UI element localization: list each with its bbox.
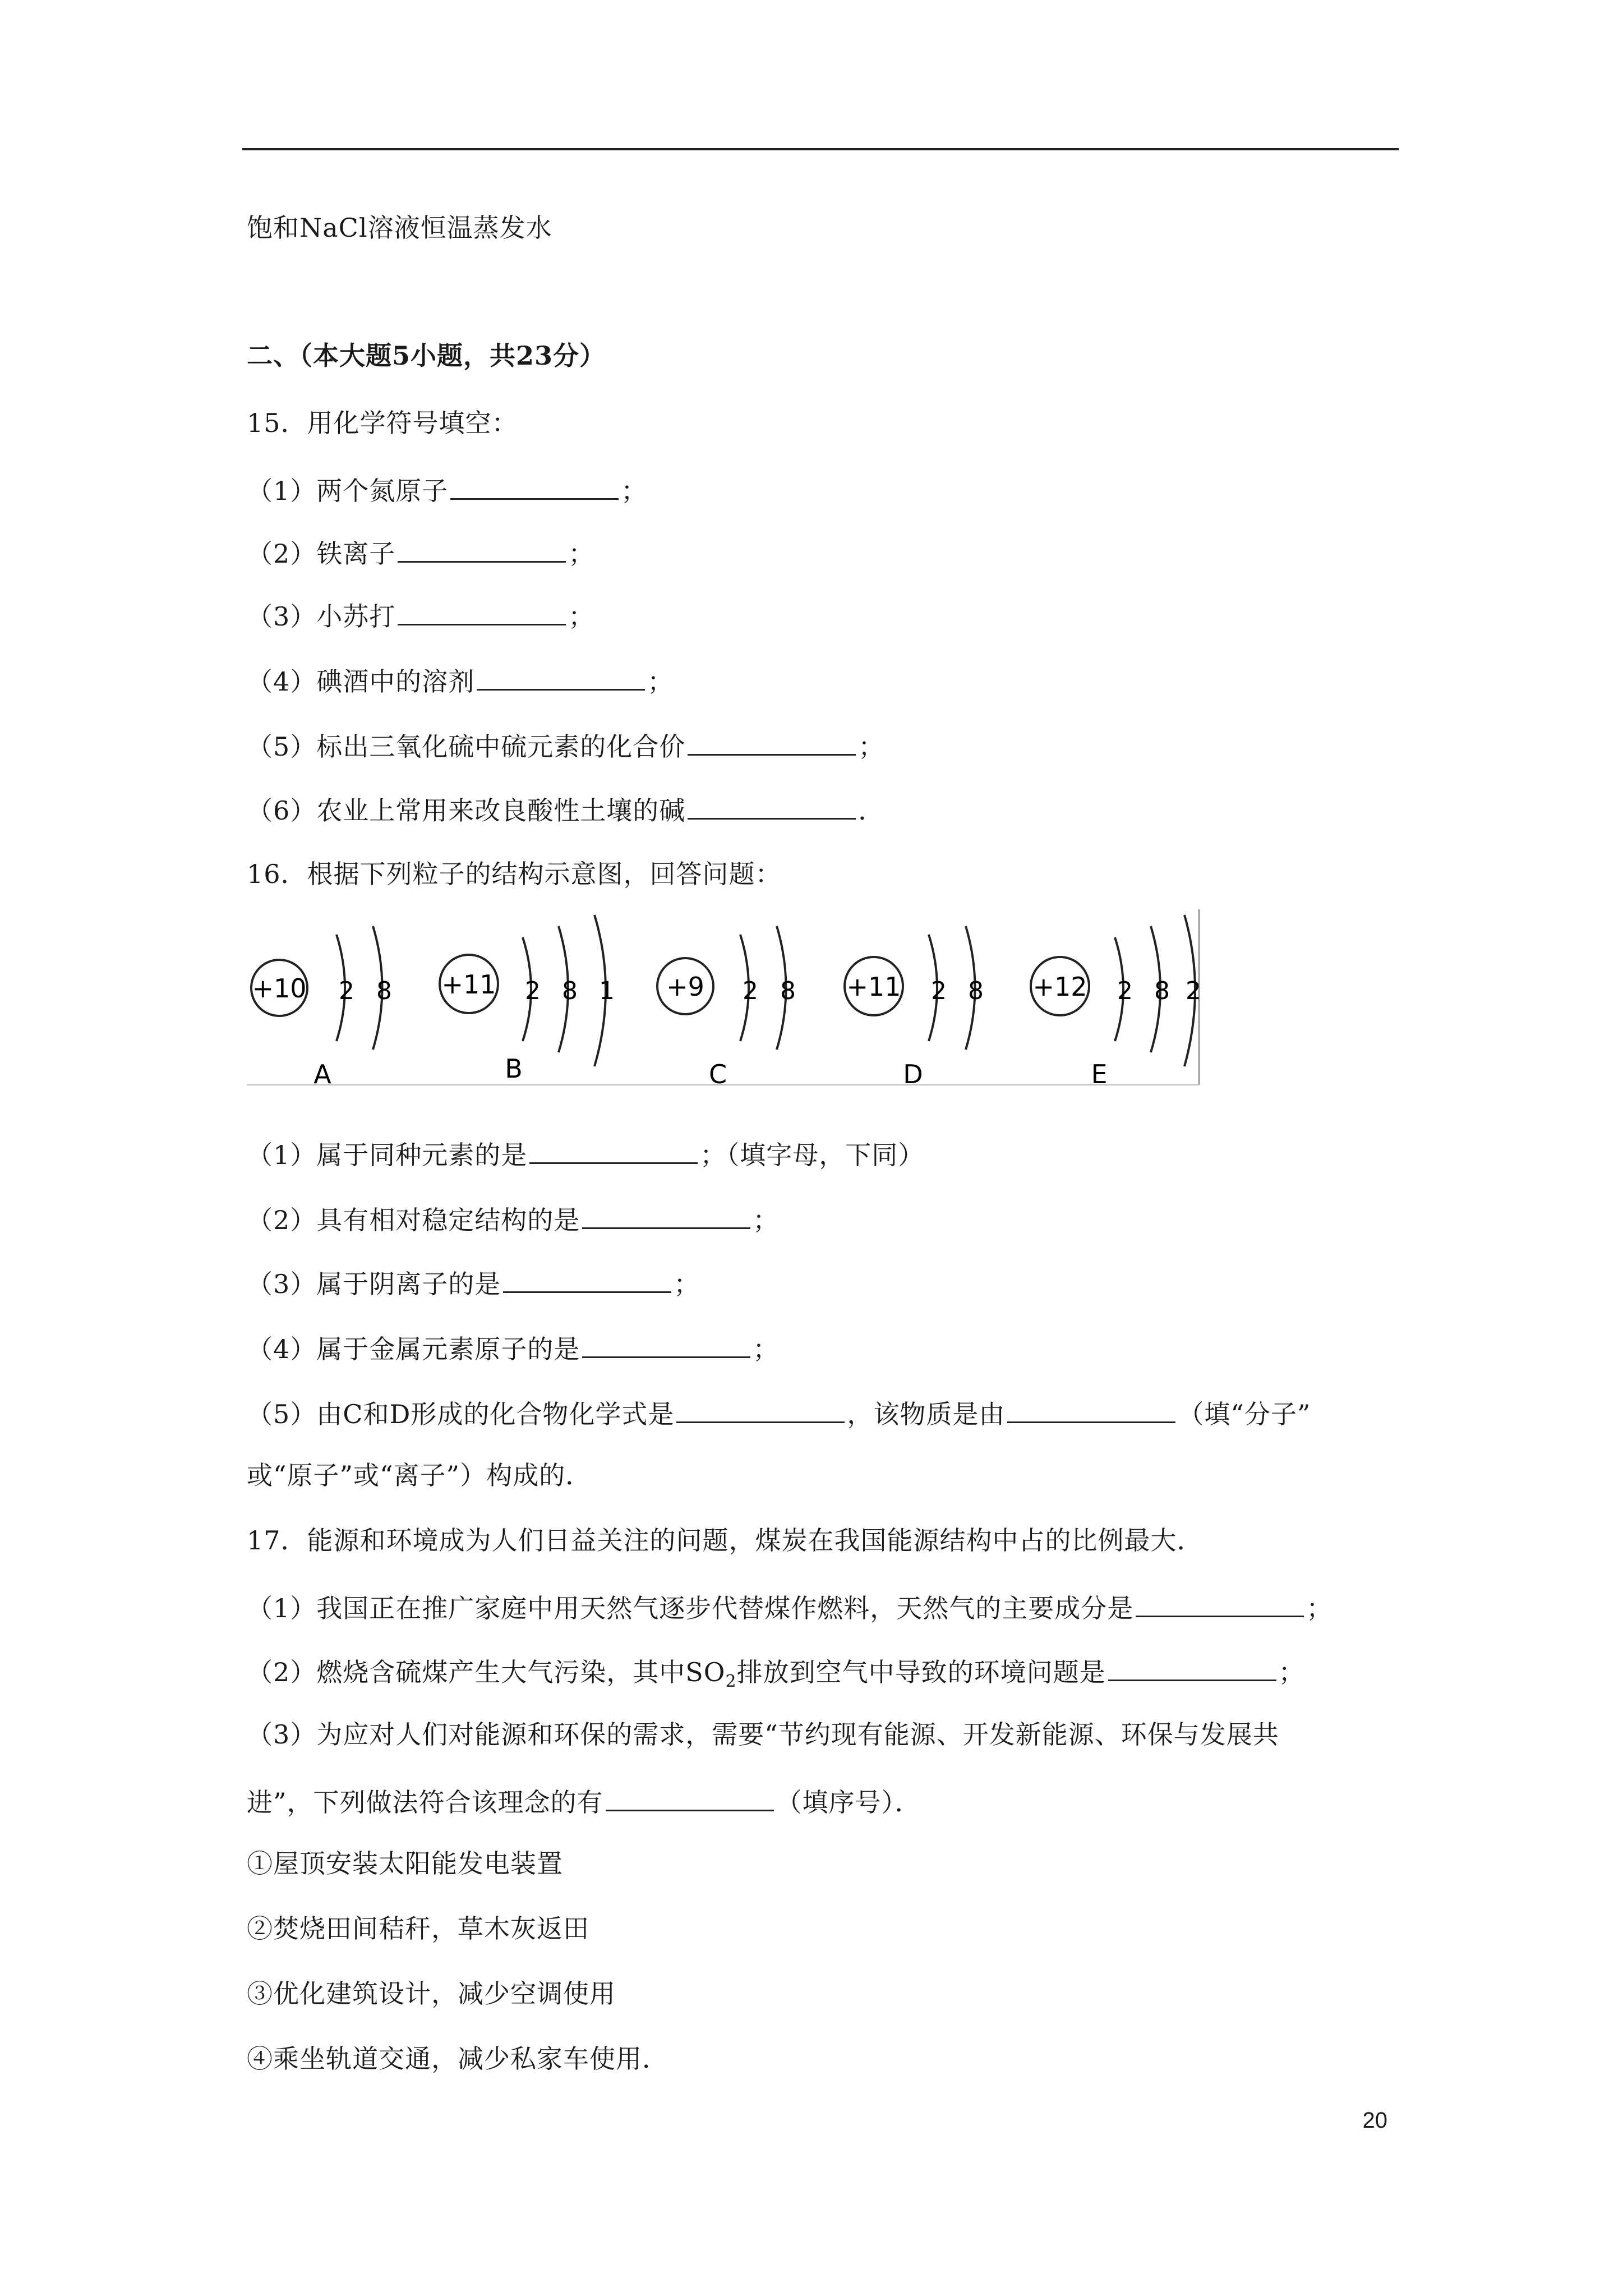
item-punct: ； <box>674 1269 700 1299</box>
shell-count: 2 <box>931 977 947 1005</box>
item-label: （1）属于同种元素的是 <box>247 1140 528 1170</box>
q16-item-3 <box>247 1264 700 1301</box>
item-label: （1）两个氮原子 <box>247 476 449 506</box>
shell-count: 2 <box>1186 977 1201 1005</box>
item-punct: ； <box>621 476 648 506</box>
item-label: 进”，下列做法符合该理念的有 <box>247 1787 603 1818</box>
nucleus-charge: +12 <box>1032 972 1087 1002</box>
q17-option-4: ④乘坐轨道交通，减少私家车使用． <box>247 2044 668 2074</box>
nucleus-charge: +10 <box>252 973 307 1004</box>
item-label: （2）具有相对稳定结构的是 <box>247 1205 580 1235</box>
chem-formula: SO <box>685 1657 726 1687</box>
q17-option-1: ①屋顶安装太阳能发电装置 <box>247 1848 563 1879</box>
item-punct: ； <box>753 1205 780 1235</box>
item-label: （5）由C和D形成的化合物化学式是 <box>247 1399 675 1429</box>
q15-item-5 <box>247 727 884 763</box>
q16-item-1 <box>247 1135 924 1172</box>
answer-blank[interactable] <box>477 662 645 691</box>
answer-blank[interactable] <box>1007 1395 1175 1423</box>
q15-item-1 <box>247 471 647 508</box>
nucleus-charge: +11 <box>441 969 496 1000</box>
chem-subscript: 2 <box>725 1672 737 1692</box>
answer-blank[interactable] <box>676 1395 845 1423</box>
particle-letter: A <box>313 1059 331 1089</box>
q16-item-4 <box>247 1329 779 1366</box>
answer-blank[interactable] <box>1108 1653 1276 1681</box>
nucleus-charge: +9 <box>666 972 704 1002</box>
shell-count: 2 <box>525 977 541 1005</box>
shell-count: 8 <box>1154 977 1170 1005</box>
q17-item-3-cont <box>247 1783 921 1819</box>
shell-count: 2 <box>339 977 354 1005</box>
atom-d <box>845 926 984 1089</box>
item-label: （5）标出三氧化硫中硫元素的化合价 <box>247 731 686 762</box>
q15-item-6 <box>247 791 884 827</box>
item-label: （3）属于阴离子的是 <box>247 1269 501 1299</box>
item-label: 排放到空气中导致的环境问题是 <box>736 1657 1106 1687</box>
item-punct: ． <box>858 795 885 826</box>
q16-item-5-cont: 或“原子”或“离子”）构成的． <box>247 1460 592 1490</box>
item-label: （填“分子” <box>1178 1399 1311 1429</box>
shell-count: 8 <box>562 977 578 1005</box>
q15-item-2 <box>247 534 594 570</box>
item-label: （1）我国正在推广家庭中用天然气逐步代替煤作燃料，天然气的主要成分是 <box>247 1593 1134 1623</box>
q17-option-2: ②焚烧田间秸秆，草木灰返田 <box>247 1913 589 1944</box>
item-punct: ； <box>568 601 595 632</box>
item-label: （4）碘酒中的溶剂 <box>247 666 475 697</box>
shell-count: 2 <box>743 977 758 1005</box>
answer-blank[interactable] <box>582 1329 750 1358</box>
section2-title: 二、（本大题5小题，共23分） <box>247 341 606 371</box>
item-punct: ； <box>753 1334 780 1364</box>
item-punct: ； <box>568 539 595 569</box>
item-punct: （填序号）． <box>776 1787 921 1818</box>
atom-e <box>1031 915 1201 1089</box>
top-line: 饱和NaCl溶液恒温蒸发水 <box>247 213 552 243</box>
q17-option-3: ③优化建筑设计，减少空调使用 <box>247 1978 616 2009</box>
item-punct: ； <box>858 731 885 762</box>
item-label: （4）属于金属元素原子的是 <box>247 1334 580 1364</box>
item-label: （2）铁离子 <box>247 539 396 569</box>
shell-count: 8 <box>780 977 796 1005</box>
q17-item-3: （3）为应对人们对能源和环保的需求，需要“节约现有能源、开发新能源、环保与发展共 <box>247 1719 1279 1750</box>
answer-blank[interactable] <box>688 791 856 820</box>
header-rule <box>242 148 1399 150</box>
atom-b <box>440 915 615 1084</box>
answer-blank[interactable] <box>450 471 619 500</box>
shell-count: 1 <box>599 977 615 1005</box>
shell-count: 8 <box>968 977 984 1005</box>
q16-item-2 <box>247 1200 779 1237</box>
q15-title: 15．用化学符号填空： <box>247 408 518 438</box>
atom-c <box>657 926 796 1089</box>
answer-blank[interactable] <box>529 1135 698 1164</box>
page-number: 20 <box>1362 2108 1387 2133</box>
q16-title: 16．根据下列粒子的结构示意图，回答问题： <box>247 859 782 889</box>
particle-letter: E <box>1091 1059 1108 1089</box>
answer-blank[interactable] <box>398 534 566 563</box>
particle-letter: B <box>505 1053 523 1084</box>
answer-blank[interactable] <box>582 1200 750 1229</box>
shell-count: 2 <box>1117 977 1133 1005</box>
item-label: ，该物质是由 <box>847 1399 1006 1429</box>
answer-blank[interactable] <box>606 1783 774 1811</box>
item-label: （6）农业上常用来改良酸性土壤的碱 <box>247 795 686 826</box>
q17-item-2 <box>247 1653 1305 1699</box>
nucleus-charge: +11 <box>846 972 901 1002</box>
q15-item-4 <box>247 662 674 698</box>
answer-blank[interactable] <box>503 1264 671 1293</box>
shell-count: 8 <box>376 977 392 1005</box>
answer-blank[interactable] <box>1136 1589 1304 1617</box>
item-label: （2）燃烧含硫煤产生大气污染，其中 <box>247 1657 686 1687</box>
answer-blank[interactable] <box>688 727 856 756</box>
item-punct: ； <box>1278 1657 1305 1687</box>
item-punct: ； <box>647 666 674 697</box>
atomic-structure-diagram <box>247 907 1211 1092</box>
atom-a <box>251 926 392 1089</box>
q17-title: 17．能源和环境成为人们日益关注的问题，煤炭在我国能源结构中占的比例最大． <box>247 1525 1204 1556</box>
particle-letter: C <box>708 1059 727 1089</box>
item-label: （3）小苏打 <box>247 601 396 632</box>
particle-letter: D <box>903 1059 923 1089</box>
item-punct: ；（填字母，下同） <box>700 1140 925 1170</box>
q16-item-5 <box>247 1395 1311 1431</box>
answer-blank[interactable] <box>398 597 566 625</box>
q15-item-3 <box>247 597 594 633</box>
item-punct: ； <box>1306 1593 1333 1623</box>
q17-item-1 <box>247 1589 1332 1625</box>
